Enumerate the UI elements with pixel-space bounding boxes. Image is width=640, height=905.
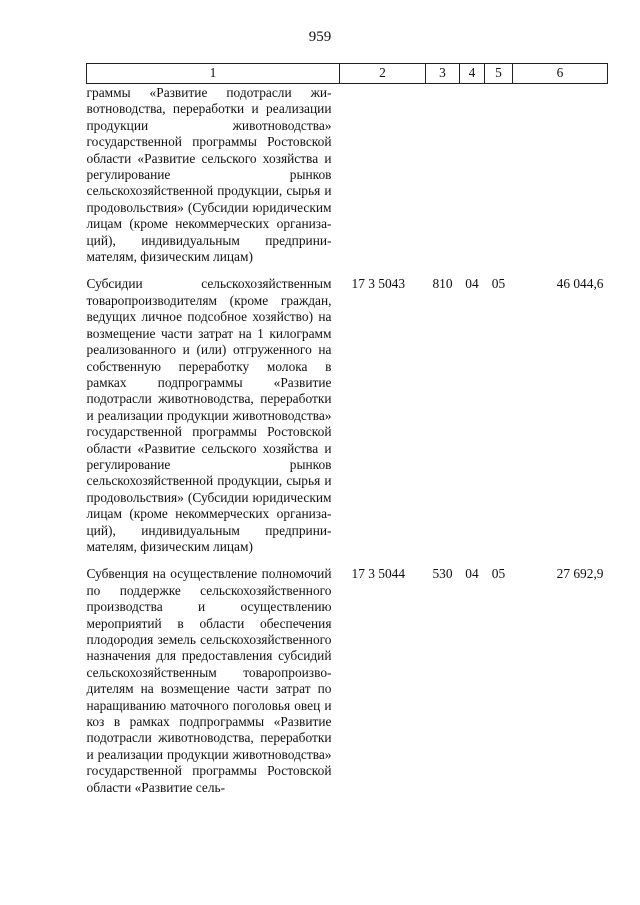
row-code	[340, 84, 426, 266]
row-col3: 810	[432, 276, 453, 292]
row-col5: 05	[491, 276, 506, 292]
table-row	[87, 84, 608, 266]
row-col5: 05	[491, 566, 506, 582]
row-amount: 27 692,9	[556, 566, 604, 582]
column-header-4: 4	[460, 64, 485, 84]
budget-table	[86, 63, 608, 796]
row-code: 17 3 5044	[351, 566, 406, 582]
row-col5	[485, 84, 513, 266]
header-row	[87, 64, 608, 84]
row-col4: 04	[465, 276, 479, 292]
table-row	[87, 555, 608, 796]
row-description: граммы «Развитие подотрасли животноводства, переработки и реализации продукции животноводства» государственной программы Ростовской области «Развитие сельского хозяйства и регулирование рынков сельскохозяйственной продукции, сырья и продовольствия» (Субсидии юридическим лицам (кроме некоммерческих организаций), индивидуальным предпринимателям, физическим лицам)	[86, 85, 332, 265]
column-header-6: 6	[513, 64, 608, 84]
row-description: Субвенция на осуществление полномочий по поддержке сельскохозяйственного производства и осуществлению мероприятий в области обеспечения плодородия земель сельскохозяйственного назначения для предоставления субсидий сельскохозяйственным товаропроизводителям на возмещение части затрат по наращиванию маточного поголовья овец и коз в рамках подпрограммы «Развитие подотрасли животноводства, переработки и реализации продукции животноводства» государственной программы Ростовской области «Развитие сель-	[86, 566, 332, 795]
row-col4	[460, 84, 485, 266]
page-number: 959	[308, 29, 332, 45]
row-amount	[513, 84, 608, 266]
row-amount: 46 044,6	[556, 276, 604, 292]
row-code: 17 3 5043	[351, 276, 406, 292]
table-row	[87, 265, 608, 555]
column-header-5: 5	[485, 64, 513, 84]
column-header-1: 1	[87, 64, 340, 84]
column-header-2: 2	[340, 64, 426, 84]
row-col3	[426, 84, 460, 266]
row-col4: 04	[465, 566, 479, 582]
row-description: Субсидии сельскохозяйственным товаропроизводителям (кроме граждан, ведущих личное подсобное хозяйство) на возмещение части затрат на 1 килограмм реализованного и (или) отгруженного на собственную переработку молока в рамках подпрограммы «Развитие подотрасли животноводства, переработки и реализации продукции животноводства» государственной программы Ростовской области «Развитие сельского хозяйства и регулирование рынков сельскохозяйственной продукции, сырья и продовольствия» (Субсидии юридическим лицам (кроме некоммерческих организаций), индивидуальным предпринимателям, физическим лицам)	[86, 276, 332, 554]
row-col3: 530	[432, 566, 453, 582]
column-header-3: 3	[426, 64, 460, 84]
